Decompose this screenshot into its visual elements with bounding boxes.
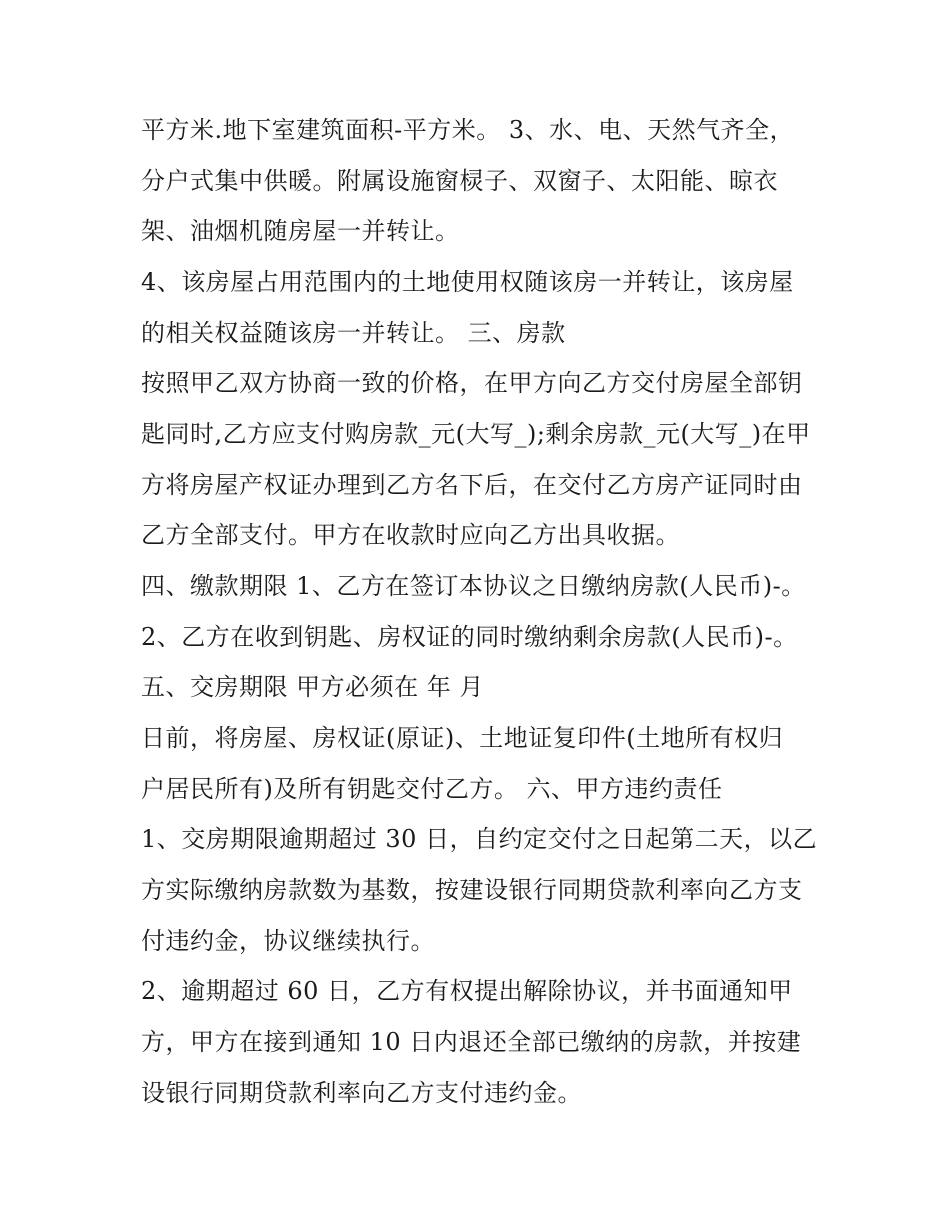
text-line: 4、该房屋占用范围内的土地使用权随该房一并转让，该房屋 xyxy=(141,268,794,296)
text-line: 的相关权益随该房一并转让。 三、房款 xyxy=(141,319,566,347)
text-line: 按照甲乙双方协商一致的价格，在甲方向乙方交付房屋全部钥 xyxy=(141,369,803,397)
text-line: 平方米.地下室建筑面积-平方米。 3、水、电、天然气齐全， xyxy=(141,116,795,144)
text-line: 设银行同期贷款利率向乙方支付违约金。 xyxy=(141,1079,582,1107)
text-line: 架、油烟机随房屋一并转让。 xyxy=(141,217,460,245)
text-line: 方，甲方在接到通知 10 日内退还全部已缴纳的房款，并按建 xyxy=(141,1028,802,1056)
text-line: 方实际缴纳房款数为基数，按建设银行同期贷款利率向乙方支 xyxy=(141,876,803,904)
text-line: 方将房屋产权证办理到乙方名下后，在交付乙方房产证同时由 xyxy=(141,471,803,499)
text-line: 匙同时,乙方应支付购房款_元(大写_);剩余房款_元(大写_)在甲 xyxy=(141,420,811,448)
text-line: 2、乙方在收到钥匙、房权证的同时缴纳剩余房款(人民币)-。 xyxy=(141,623,798,651)
text-line: 日前，将房屋、房权证(原证)、土地证复印件(土地所有权归 xyxy=(141,724,784,752)
text-line: 2、逾期超过 60 日，乙方有权提出解除协议，并书面通知甲 xyxy=(141,977,793,1005)
text-line: 户居民所有)及所有钥匙交付乙方。 六、甲方违约责任 xyxy=(141,775,723,803)
text-line: 分户式集中供暖。附属设施窗棂子、双窗子、太阳能、晾衣 xyxy=(141,167,778,195)
text-line: 四、缴款期限 1、乙方在签订本协议之日缴纳房款(人民币)-。 xyxy=(141,572,806,600)
text-line: 五、交房期限 甲方必须在 年 月 xyxy=(141,673,484,701)
text-line: 1、交房期限逾期超过 30 日，自约定交付之日起第二天，以乙 xyxy=(141,825,818,853)
text-line: 付违约金，协议继续执行。 xyxy=(141,927,435,955)
text-line: 乙方全部支付。甲方在收款时应向乙方出具收据。 xyxy=(141,521,680,549)
